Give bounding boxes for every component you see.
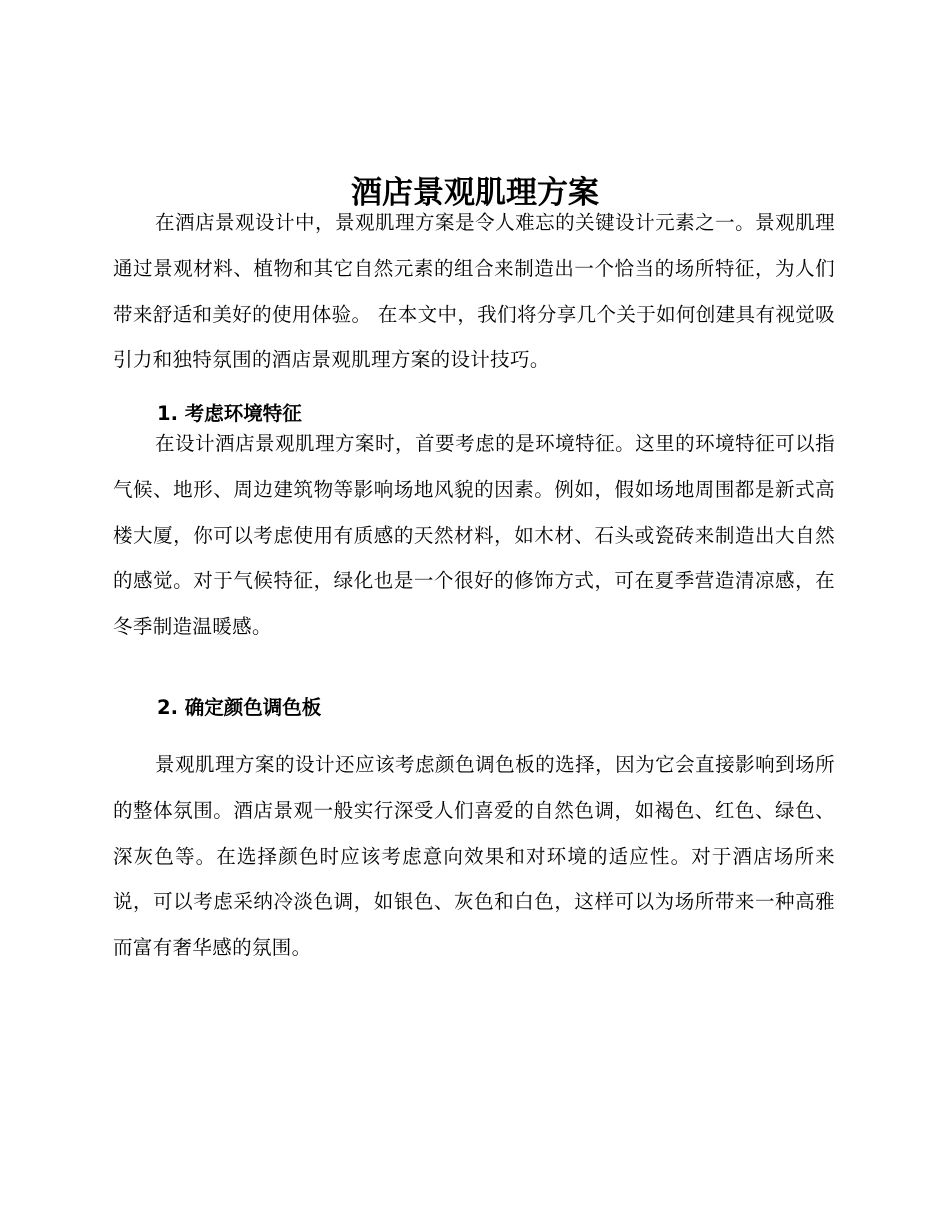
section-heading-color-palette: 2. 确定颜色调色板 — [157, 696, 322, 719]
intro-paragraph: 在酒店景观设计中，景观肌理方案是令人难忘的关键设计元素之一。景观肌理通过景观材料、植物和其它自然元素的组合来制造出一个恰当的场所特征，为人们带来舒适和美好的使用体验。 在本文中，我们将分享几个关于如何创建具有视觉吸引力和独特氛围的酒店景观肌理方案的设计技巧。 — [113, 211, 835, 372]
section-heading-environment: 1. 考虑环境特征 — [157, 402, 302, 425]
section-body-color-palette: 景观肌理方案的设计还应该考虑颜色调色板的选择，因为它会直接影响到场所的整体氛围。酒店景观一般实行深受人们喜爱的自然色调，如褐色、红色、绿色、深灰色等。在选择颜色时应该考虑意向效果和对环境的适应性。对于酒店场所来说，可以考虑采纳冷淡色调，如银色、灰色和白色，这样可以为场所带来一种高雅而富有奢华感的氛围。 — [113, 753, 835, 960]
document-title: 酒店景观肌理方案 — [351, 174, 599, 211]
section-body-environment: 在设计酒店景观肌理方案时，首要考虑的是环境特征。这里的环境特征可以指气候、地形、周边建筑物等影响场地风貌的因素。例如，假如场地周围都是新式高楼大厦，你可以考虑使用有质感的天然材料，如木材、石头或瓷砖来制造出大自然的感觉。对于气候特征，绿化也是一个很好的修饰方式，可在夏季营造清凉感，在冬季制造温暖感。 — [113, 432, 835, 639]
